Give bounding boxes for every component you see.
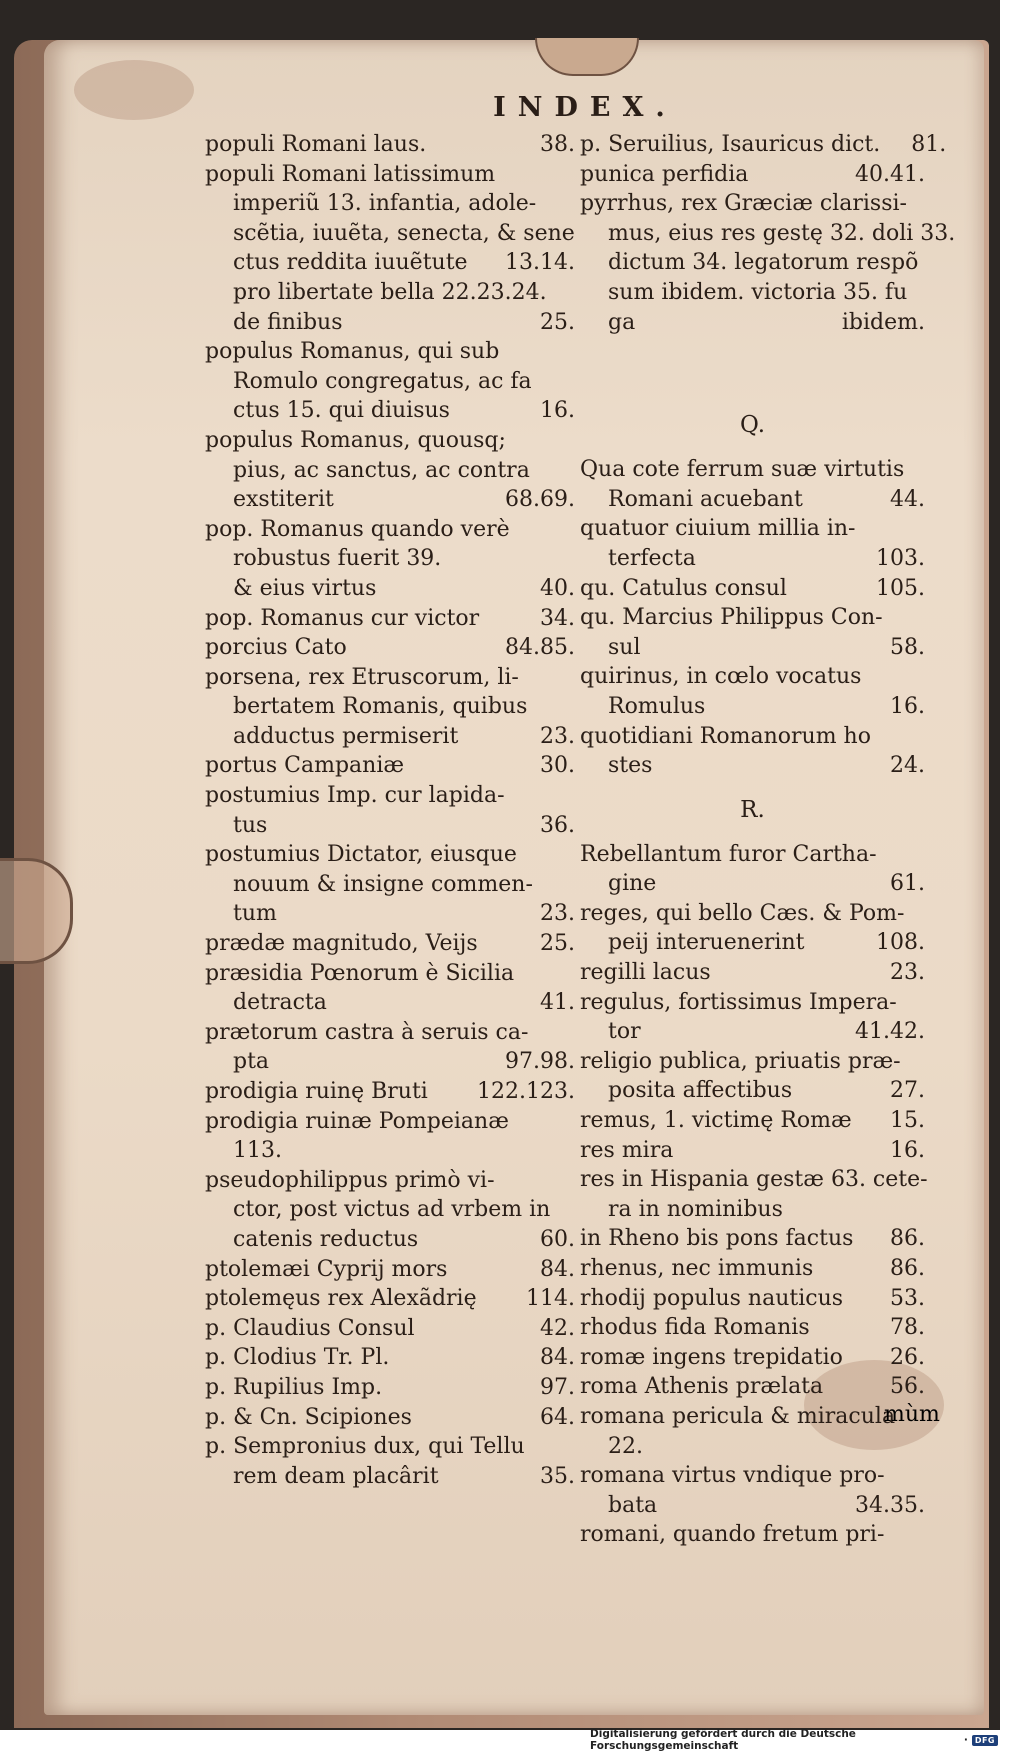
section-letter: Q. [739, 412, 766, 439]
entry-page-ref [904, 455, 970, 485]
index-entry [205, 1403, 575, 1433]
section-letter: R. [740, 796, 765, 823]
entry-text: gine [608, 871, 657, 897]
entry-text: bertatem Romanis, quibus [233, 694, 528, 720]
index-entry [205, 515, 575, 545]
entry-text: res mira [580, 1137, 674, 1163]
index-entry [205, 751, 575, 781]
entry-page-ref: 64. [540, 1404, 575, 1430]
entry-page-ref [859, 514, 925, 544]
entry-page-ref [509, 1107, 575, 1137]
entry-text: populus Romanus, qui sub [205, 339, 500, 365]
entry-page-ref: 122.123. [477, 1079, 575, 1104]
index-entry [205, 1047, 575, 1077]
entry-text: ptolemęus rex Alexãdrię [205, 1286, 477, 1312]
index-entry [205, 1432, 575, 1462]
index-entry [205, 248, 575, 278]
index-entry [580, 1165, 928, 1195]
entry-page-ref: ibidem. [841, 309, 925, 335]
entry-text: romæ ingens trepidatio [580, 1344, 843, 1370]
entry-page-ref [884, 1520, 950, 1550]
entry-text: de finibus [233, 309, 343, 335]
entry-text: regilli lacus [580, 960, 711, 986]
entry-page-ref [918, 248, 984, 278]
entry-page-ref: 84.85. [505, 635, 575, 661]
entry-page-ref: 44. [890, 486, 925, 512]
entry-text: tor [608, 1019, 641, 1045]
entry-text: & eius virtus [233, 575, 377, 601]
entry-page-ref: 25. [540, 309, 575, 335]
entry-text: in Rheno bis pons factus [580, 1226, 854, 1252]
entry-text: posita affectibus [608, 1078, 793, 1104]
entry-text: Romulo congregatus, ac fa [233, 368, 532, 394]
index-entry [580, 248, 925, 278]
entry-text: ctus reddita iuuẽtute [233, 250, 468, 276]
index-entry [580, 1017, 925, 1047]
entry-text: 22. [608, 1433, 643, 1459]
entry-page-ref: 16. [890, 693, 925, 719]
index-entry [580, 869, 925, 899]
index-entry [580, 1106, 925, 1136]
entry-page-ref [509, 426, 575, 456]
entry-text: scẽtia, iuuẽta, senecta, & sene [233, 220, 575, 246]
index-entry [205, 396, 575, 426]
index-entry [205, 929, 575, 959]
entry-text: pop. Romanus cur victor [205, 605, 480, 631]
entry-text: pta [233, 1049, 270, 1075]
index-entry [580, 958, 925, 988]
entry-text: nouum & insigne commen- [233, 871, 533, 897]
index-entry [580, 514, 925, 544]
index-entry [580, 692, 925, 722]
entry-page-ref: 30. [540, 753, 575, 779]
entry-text: quotidiani Romanorum ho [580, 723, 871, 749]
page-header: INDEX. [493, 92, 677, 123]
entry-text: præsidia Pœnorum è Sicilia [205, 960, 515, 986]
entry-text: Rebellantum furor Cartha- [580, 841, 877, 867]
entry-text: Qua cote ferrum suæ virtutis [580, 457, 905, 483]
index-entry [205, 870, 575, 900]
entry-page-ref: 86. [890, 1256, 925, 1281]
index-entry [580, 308, 925, 338]
index-entry [580, 160, 925, 190]
entry-page-ref: 56. [890, 1374, 925, 1400]
footer-credit [590, 1728, 998, 1752]
entry-page-ref: 42. [540, 1315, 575, 1341]
entry-text: porsena, rex Etruscorum, li- [205, 664, 519, 690]
index-entry [205, 1077, 575, 1107]
entry-text: bata [608, 1492, 658, 1518]
entry-page-ref: 34.35. [855, 1492, 925, 1518]
index-entry [580, 1254, 925, 1284]
index-entry [205, 456, 575, 486]
entry-text: religio publica, priuatis præ- [580, 1048, 901, 1074]
entry-text: rem deam placârit [233, 1463, 439, 1489]
index-entry [205, 544, 575, 574]
entry-page-ref: 105. [876, 575, 925, 601]
section-spacer [580, 337, 925, 396]
entry-page-ref: 24. [890, 753, 925, 779]
entry-text: p. Sempronius dux, qui Tellu [205, 1434, 525, 1460]
index-column-right [580, 130, 956, 1550]
entry-text: ctus 15. qui diuisus [233, 398, 450, 424]
index-entry [205, 189, 575, 219]
index-entry [205, 160, 575, 190]
index-entry [580, 485, 925, 515]
entry-text: 113. [233, 1138, 282, 1164]
dfg-logo: DFG [972, 1735, 998, 1746]
entry-text: rhodij populus nauticus [580, 1285, 844, 1311]
index-entry [205, 130, 575, 160]
entry-text: p. Rupilius Imp. [205, 1374, 383, 1400]
entry-page-ref: 34. [540, 605, 575, 631]
index-entry [580, 544, 925, 574]
entry-page-ref: 16. [890, 1137, 925, 1163]
entry-text: prodigia ruinę Bruti [205, 1079, 428, 1104]
index-entry [580, 988, 925, 1018]
footer-separator: · [963, 1734, 968, 1746]
entry-text: romani, quando fretum pri- [580, 1522, 885, 1548]
index-entry [580, 1402, 925, 1432]
entry-page-ref: 23. [540, 901, 575, 927]
index-entry [580, 1195, 925, 1225]
entry-text: regulus, fortissimus Impera- [580, 989, 897, 1015]
entry-text: adductus permiserit [233, 723, 459, 749]
index-entry [205, 219, 575, 249]
entry-page-ref: 41.42. [855, 1019, 925, 1045]
entry-page-ref [907, 189, 973, 219]
entry-text: res in Hispania gestæ 63. cete- [580, 1167, 928, 1193]
entry-text: populi Romani laus. [205, 132, 427, 157]
index-entry [580, 1461, 925, 1491]
entry-page-ref [514, 959, 580, 989]
entry-page-ref [883, 603, 949, 633]
entry-text: qu. Marcius Philippus Con- [580, 605, 883, 631]
entry-page-ref: 41. [540, 990, 575, 1016]
entry-page-ref: 16. [540, 398, 575, 424]
index-entry [205, 308, 575, 338]
entry-page-ref: 84. [540, 1345, 575, 1371]
book-clasp [0, 858, 73, 964]
entry-text: exstiterit [233, 487, 334, 513]
entry-text: postumius Imp. cur lapida- [205, 783, 505, 809]
entry-text: postumius Dictator, eiusque [205, 842, 517, 868]
entry-text: p. & Cn. Scipiones [205, 1404, 412, 1430]
index-entry [205, 663, 575, 693]
index-entry [580, 1224, 925, 1254]
entry-page-ref: 40. [540, 575, 575, 601]
entry-page-ref: 58. [890, 634, 925, 660]
index-entry [205, 633, 575, 663]
paper-stain [74, 60, 194, 120]
index-entry [580, 1136, 925, 1166]
entry-page-ref: 86. [890, 1226, 925, 1252]
entry-text: prodigia ruinæ Pompeianæ [205, 1108, 509, 1134]
entry-text: portus Campaniæ [205, 753, 405, 779]
index-entry [580, 219, 956, 249]
index-entry [205, 337, 575, 367]
index-page-text [205, 92, 956, 1548]
entry-page-ref: 97. [540, 1374, 575, 1400]
index-entry [580, 1432, 925, 1462]
entry-page-ref [897, 988, 963, 1018]
entry-text: ctor, post victus ad vrbem in [233, 1197, 551, 1223]
entry-text: quatuor ciuium millia in- [580, 516, 856, 542]
entry-page-ref [509, 1166, 575, 1196]
index-entry [580, 1047, 925, 1077]
entry-text: remus, 1. victimę Romæ [580, 1108, 852, 1134]
entry-page-ref: 27. [890, 1078, 925, 1104]
index-entry [580, 751, 925, 781]
entry-text: reges, qui bello Cæs. & Pom- [580, 900, 905, 926]
index-entry [580, 840, 925, 870]
entry-page-ref [517, 840, 583, 870]
entry-text: dictum 34. legatorum respõ [608, 250, 919, 276]
entry-text: ra in nominibus [608, 1196, 783, 1222]
entry-text: imperiũ 13. infantia, adole- [233, 191, 537, 217]
entry-text: qu. Catulus consul [580, 575, 787, 601]
index-entry [580, 1491, 925, 1521]
entry-text: rhodus fida Romanis [580, 1315, 810, 1341]
entry-text: romana virtus vndique pro- [580, 1463, 885, 1489]
index-entry [205, 959, 575, 989]
entry-text: robustus fuerit 39. [233, 546, 442, 572]
entry-text: punica perfidia [580, 161, 749, 187]
index-entry [580, 1372, 925, 1402]
entry-text: Romani acuebant [608, 486, 803, 512]
entry-text: pop. Romanus quando verè [205, 516, 510, 542]
entry-page-ref [901, 1047, 967, 1077]
entry-text: pseudophilippus primò vi- [205, 1167, 495, 1193]
entry-text: pyrrhus, rex Græciæ clarissi- [580, 191, 907, 217]
entry-text: prætorum castra à seruis ca- [205, 1019, 529, 1045]
index-entry [580, 633, 925, 663]
entry-page-ref [907, 278, 973, 308]
entry-text: ga [608, 309, 636, 335]
catchword: mùm [884, 1402, 940, 1427]
index-column-left [205, 130, 575, 1491]
entry-text: p. Clodius Tr. Pl. [205, 1345, 390, 1371]
entry-page-ref [510, 515, 576, 545]
index-entry [205, 367, 575, 397]
entry-page-ref [955, 219, 1021, 249]
entry-text: romana pericula & miracula [580, 1403, 896, 1429]
entry-page-ref: 53. [890, 1285, 925, 1311]
index-entry [580, 1313, 925, 1343]
entry-text: detracta [233, 990, 327, 1016]
entry-page-ref: 40.41. [855, 161, 925, 187]
entry-page-ref [509, 337, 575, 367]
entry-text: sum ibidem. victoria 35. fu [608, 279, 908, 305]
index-entry [205, 1284, 575, 1314]
entry-text: rhenus, nec immunis [580, 1256, 814, 1281]
entry-page-ref: 81. [911, 132, 947, 157]
index-entry [205, 1255, 575, 1285]
entry-text: Romulus [608, 693, 706, 719]
index-entry [205, 1343, 575, 1373]
entry-page-ref: 38. [540, 132, 575, 157]
index-entry [580, 603, 925, 633]
entry-page-ref [871, 722, 937, 752]
entry-text: prædæ magnitudo, Veijs [205, 931, 478, 957]
entry-text: terfecta [608, 545, 696, 571]
index-entry [205, 1314, 575, 1344]
entry-page-ref: 114. [526, 1286, 575, 1312]
index-entry [205, 840, 575, 870]
index-entry [205, 1373, 575, 1403]
entry-page-ref: 23. [890, 960, 925, 986]
entry-text: pro libertate bella 22.23.24. [233, 279, 547, 305]
entry-text: pius, ac sanctus, ac contra [233, 457, 530, 483]
entry-text: roma Athenis prælata [580, 1374, 824, 1400]
index-entry [205, 485, 575, 515]
index-entry [205, 278, 575, 308]
entry-text: p. Seruilius, Isauricus dict. [580, 132, 881, 157]
entry-text: populi Romani latissimum [205, 161, 496, 187]
entry-page-ref [859, 1195, 925, 1225]
entry-page-ref: 15. [890, 1108, 925, 1134]
index-entry [580, 722, 925, 752]
entry-text: stes [608, 753, 653, 779]
index-entry [205, 604, 575, 634]
index-entry [580, 1520, 925, 1550]
entry-page-ref [859, 1432, 925, 1462]
index-entry [205, 426, 575, 456]
entry-page-ref: 84. [540, 1256, 575, 1282]
entry-text: p. Claudius Consul [205, 1315, 415, 1341]
index-entry [205, 1018, 575, 1048]
entry-page-ref: 23. [540, 723, 575, 749]
entry-page-ref: 97.98. [505, 1049, 575, 1075]
entry-page-ref [519, 663, 585, 693]
index-entry [580, 278, 925, 308]
index-entry [205, 1136, 575, 1166]
entry-page-ref: 61. [890, 871, 925, 897]
index-entry [205, 899, 575, 929]
index-entry [580, 455, 925, 485]
index-entry [580, 130, 947, 160]
index-entry [205, 1195, 575, 1225]
entry-page-ref [928, 1165, 994, 1195]
entry-page-ref: 108. [876, 930, 925, 956]
index-entry [580, 1284, 925, 1314]
entry-text: ptolemæi Cyprij mors [205, 1256, 448, 1282]
index-entry [580, 662, 925, 692]
index-entry [205, 692, 575, 722]
index-entry [205, 574, 575, 604]
index-entry [205, 781, 575, 811]
entry-text: sul [608, 634, 641, 660]
entry-page-ref [509, 1136, 575, 1166]
entry-page-ref: 68.69. [505, 487, 575, 513]
index-entry [205, 1166, 575, 1196]
index-entry [205, 988, 575, 1018]
entry-page-ref: 26. [890, 1344, 925, 1370]
entry-page-ref [904, 899, 970, 929]
entry-page-ref: 36. [540, 812, 575, 838]
entry-page-ref [509, 160, 575, 190]
index-entry [580, 899, 925, 929]
entry-page-ref: 25. [540, 931, 575, 957]
entry-page-ref [509, 781, 575, 811]
index-entry [580, 1343, 925, 1373]
index-entry [205, 811, 575, 841]
index-entry [580, 189, 925, 219]
entry-text: tus [233, 812, 268, 838]
entry-text: peij interuenerint [608, 930, 805, 956]
entry-page-ref: 60. [540, 1226, 575, 1252]
entry-text: quirinus, in cœlo vocatus [580, 664, 862, 690]
entry-text: catenis reductus [233, 1226, 419, 1252]
entry-page-ref: 13.14. [505, 250, 575, 276]
entry-page-ref: 35. [540, 1463, 575, 1489]
entry-page-ref [877, 840, 943, 870]
footer-text: Digitalisierung gefördert durch die Deutsche Forschungsgemeinschaft [590, 1728, 856, 1752]
entry-text: populus Romanus, quousq; [205, 427, 506, 453]
index-entry [580, 928, 925, 958]
index-entry [205, 1225, 575, 1255]
entry-text: tum [233, 901, 277, 927]
index-entry [205, 722, 575, 752]
entry-page-ref [885, 1461, 951, 1491]
index-entry [580, 1076, 925, 1106]
index-entry [580, 574, 925, 604]
entry-page-ref: 78. [890, 1315, 925, 1341]
entry-page-ref [509, 544, 575, 574]
index-entry [205, 1107, 575, 1137]
entry-page-ref [861, 662, 927, 692]
entry-page-ref: 103. [876, 545, 925, 571]
entry-text: mus, eius res gestę 32. doli 33. [608, 220, 956, 246]
entry-text: porcius Cato [205, 635, 347, 661]
index-entry [205, 1462, 575, 1492]
